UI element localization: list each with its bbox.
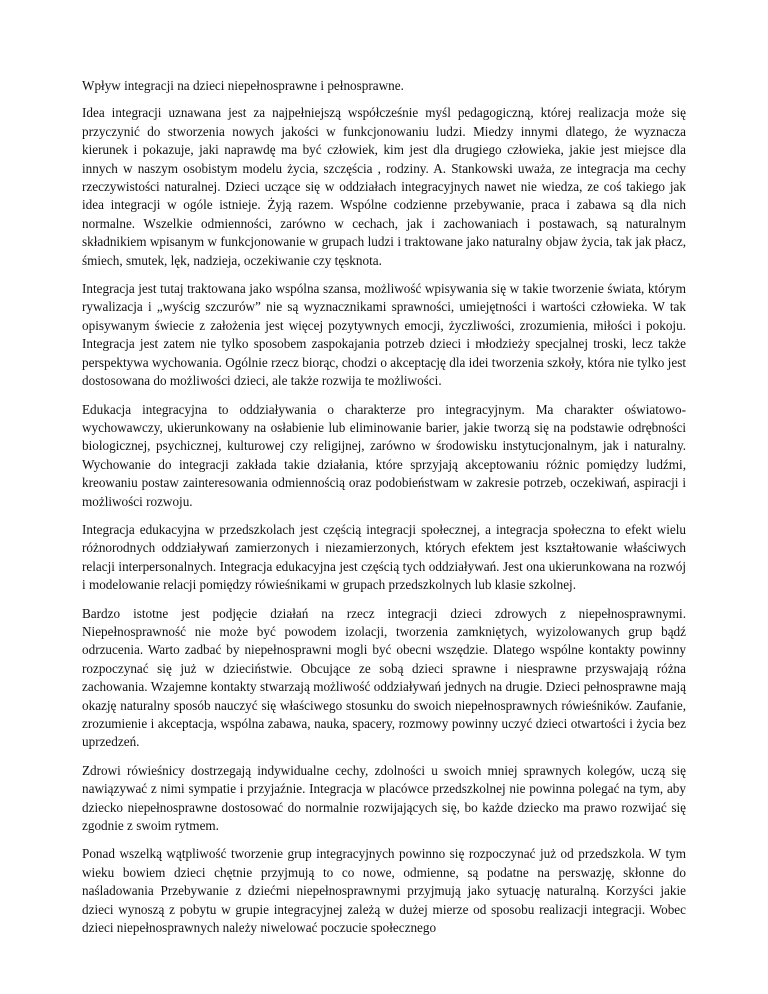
paragraph-zdrowi-rowiesnicy: Zdrowi rówieśnicy dostrzegają indywidualne cechy, zdolności u swoich mniej sprawnych kolegów, uczą się nawiązywać z nimi sympatie i przyjaźnie. Integracja w placówce przedszkolnej nie powinna polegać na tym, aby dziecko niepełnosprawne dostosować do normalnie rozwijających się, bo każde dziecko ma prawo rozwijać się zgodnie z swoim rytmem.	[82, 762, 686, 834]
paragraph-integracja-edukacyjna: Integracja edukacyjna w przedszkolach jest częścią integracji społecznej, a integracja społeczna to efekt wielu różnorodnych oddziaływań zamierzonych i niezamierzonych, których efektem jest kształtowanie właściwych relacji interpersonalnych. Integracja edukacyjna jest częścią tych oddziaływań. Jest ona ukierunkowana na rozwój i modelowanie relacji pomiędzy rówieśnikami w grupach przedszkolnych lub klasie szkolnej.	[82, 521, 686, 593]
paragraph-wspolna-szansa: Integracja jest tutaj traktowana jako wspólna szansa, możliwość wpisywania się w takie tworzenie świata, którym rywalizacja i „wyścig szczurów” nie są wyznacznikami sprawności, umiejętności i wartości człowieka. W tak opisywanym świecie z założenia jest więcej pozytywnych emocji, życzliwości, zrozumienia, miłości i pokoju. Integracja jest zatem nie tylko sposobem zaspokajania potrzeb dzieci i młodzieży specjalnej troski, lecz także perspektywa wychowania. Ogólnie rzecz biorąc, chodzi o akceptację dla idei tworzenia szkoły, która nie tylko jest dostosowana do możliwości dzieci, ale także rozwija te możliwości.	[82, 281, 686, 389]
paragraph-dzialania-na-rzecz-integracji: Bardzo istotne jest podjęcie działań na rzecz integracji dzieci zdrowych z niepełnosprawnymi. Niepełnosprawność nie może być powodem izolacji, tworzenia zamkniętych, wyizolowanych grup bądź odrzucenia. Warto zadbać by niepełnosprawni mogli być obecni wszędzie. Dlatego wspólne kontakty powinny rozpoczynać się już w dzieciństwie. Obcujące ze sobą dzieci sprawne i niesprawne przyswajają różna zachowania. Wzajemne kontakty stwarzają możliwość oddziaływań jednych na drugie. Dzieci pełnosprawne mają okazję naturalny sposób nauczyć się właściwego stosunku do swoich niepełnosprawnych rówieśników. Zaufanie, zrozumienie i akceptacja, wspólna zabawa, nauka, spacery, rozmowy powinny uczyć dzieci otwartości i życia bez uprzedzeń.	[82, 605, 686, 750]
paragraph-idea-integracji: Idea integracji uznawana jest za najpełniejszą współcześnie myśl pedagogiczną, której realizacja może się przyczynić do stworzenia nowych jakości w funkcjonowaniu ludzi. Miedzy innymi dlatego, że wyznacza kierunek i pokazuje, jaki naprawdę ma być człowiek, kim jest dla drugiego człowieka, jakie jest miejsce dla innych w naszym osobistym modelu życia, szczęścia , rodziny. A. Stankowski uważa, ze integracja ma cechy rzeczywistości naturalnej. Dzieci uczące się w oddziałach integracyjnych nawet nie wiedza, ze coś takiego jak idea integracji w ogóle istnieje. Żyją razem. Wspólne codzienne przebywanie, praca i zabawa są dla nich normalne. Wszelkie odmienności, zarówno w cechach, jak i zachowaniach i postawach, są naturalnym składnikiem wpisanym w funkcjonowanie w grupach ludzi i traktowane jako naturalny objaw życia, tak jak płacz, śmiech, smutek, lęk, nadzieja, oczekiwanie czy tęsknota.	[82, 105, 686, 268]
document-title: Wpływ integracji na dzieci niepełnosprawne i pełnosprawne.	[82, 78, 404, 93]
paragraph-grupy-integracyjne: Ponad wszelką wątpliwość tworzenie grup integracyjnych powinno się rozpoczynać już od przedszkola. W tym wieku bowiem dzieci chętnie przyjmują to co nowe, odmienne, są podatne na perswazję, skłonne do naśladowania Przebywanie z dziećmi niepełnosprawnymi przyjmują jako sytuację naturalną. Korzyści jakie dzieci wynoszą z pobytu w grupie integracyjnej zależą w dużej mierze od sposobu realizacji integracji. Wobec dzieci niepełnosprawnych należy niwelować poczucie społecznego	[82, 846, 686, 936]
paragraph-edukacja-integracyjna: Edukacja integracyjna to oddziaływania o charakterze pro integracyjnym. Ma charakter oświatowo-wychowawczy, ukierunkowany na osłabienie lub eliminowanie barier, jakie tworzą się na podstawie odrębności biologicznej, psychicznej, kulturowej czy religijnej, zarówno w środowisku instytucjonalnym, jak i naturalny. Wychowanie do integracji zakłada takie działania, które sprzyjają akceptowaniu różnic pomiędzy ludźmi, kreowaniu postaw zainteresowania odmiennością oraz podobieństwam w zakresie potrzeb, oczekiwań, aspiracji i możliwości rozwoju.	[82, 401, 686, 509]
